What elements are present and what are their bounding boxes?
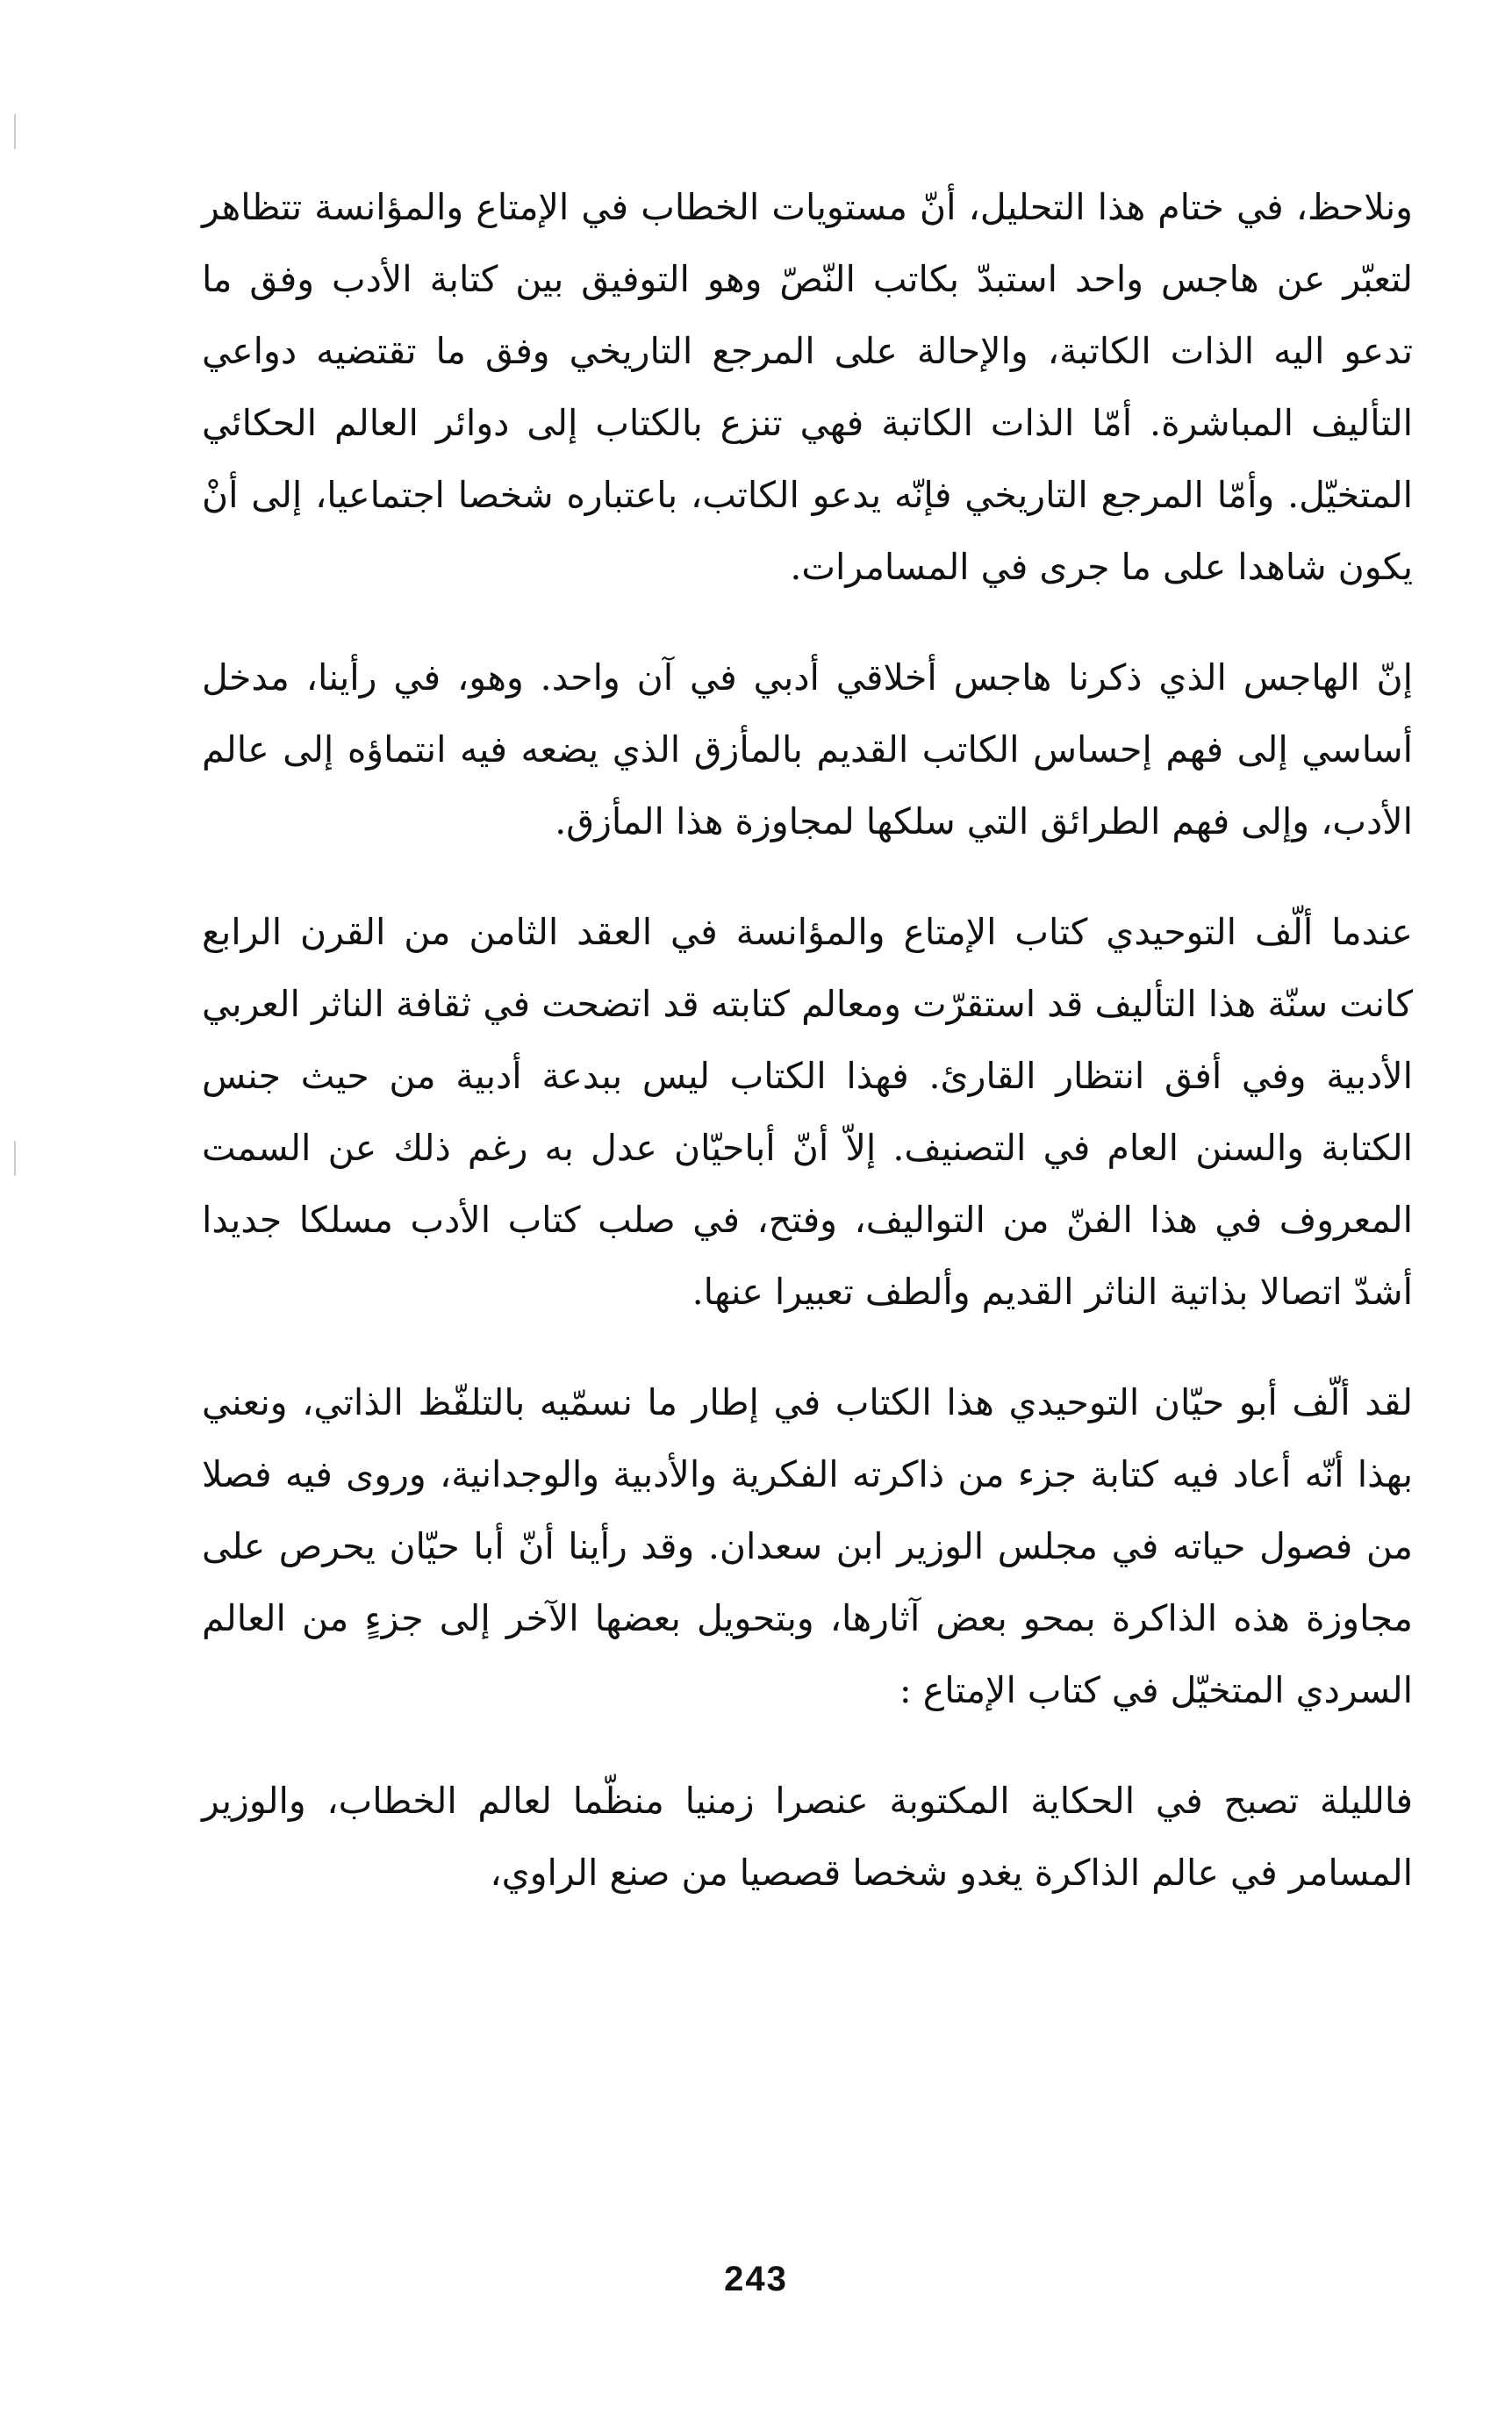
margin-mark-middle: [14, 1141, 16, 1176]
paragraph-4: لقد ألّف أبو حيّان التوحيدي هذا الكتاب في إطار ما نسمّيه بالتلفّظ الذاتي، ونعني بهذا أنّه أعاد فيه كتابة جزء من ذاكرته الفكرية والأدبية والوجدانية، وروى فيه فصلا من فصول حياته في مجلس الوزير ابن سعدان. وقد رأينا أنّ أبا حيّان يحرص على مجاوزة هذه الذاكرة بمحو بعض آثارها، وبتحويل بعضها الآخر إلى جزءٍ من العالم السردي المتخيّل في كتاب الإمتاع :: [202, 1381, 1413, 1711]
margin-mark-top: [14, 114, 16, 149]
page-body: [202, 171, 1413, 1947]
page-number: 243: [724, 2260, 788, 2298]
paragraph-1: ونلاحظ، في ختام هذا التحليل، أنّ مستويات الخطاب في الإمتاع والمؤانسة تتظاهر لتعبّر عن هاجس واحد استبدّ بكاتب النّصّ وهو التوفيق بين كتابة الأدب وفق ما تدعو اليه الذات الكاتبة، والإحالة على المرجع التاريخي وفق ما تقتضيه دواعي التأليف المباشرة. أمّا الذات الكاتبة فهي تنزع بالكتاب إلى دوائر العالم الحكائي المتخيّل. وأمّا المرجع التاريخي فإنّه يدعو الكاتب، باعتباره شخصا اجتماعيا، إلى أنْ يكون شاهدا على ما جرى في المسامرات.: [202, 186, 1413, 588]
paragraph-3: عندما ألّف التوحيدي كتاب الإمتاع والمؤانسة في العقد الثامن من القرن الرابع كانت سنّة هذا التأليف قد استقرّت ومعالم كتابته قد اتضحت في ثقافة الناثر العربي الأدبية وفي أفق انتظار القارئ. فهذا الكتاب ليس ببدعة أدبية من حيث جنس الكتابة والسنن العام في التصنيف. إلاّ أنّ أباحيّان عدل به رغم ذلك عن السمت المعروف في هذا الفنّ من التواليف، وفتح، في صلب كتاب الأدب مسلكا جديدا أشدّ اتصالا بذاتية الناثر القديم وألطف تعبيرا عنها.: [202, 911, 1413, 1313]
paragraph-5: فالليلة تصبح في الحكاية المكتوبة عنصرا زمنيا منظّما لعالم الخطاب، والوزير المسامر في عالم الذاكرة يغدو شخصا قصصيا من صنع الراوي،: [202, 1780, 1413, 1894]
paragraph-2: إنّ الهاجس الذي ذكرنا هاجس أخلاقي أدبي في آن واحد. وهو، في رأينا، مدخل أساسي إلى فهم إحساس الكاتب القديم بالمأزق الذي يضعه فيه انتماؤه إلى عالم الأدب، وإلى فهم الطرائق التي سلكها لمجاوزة هذا المأزق.: [202, 656, 1413, 842]
